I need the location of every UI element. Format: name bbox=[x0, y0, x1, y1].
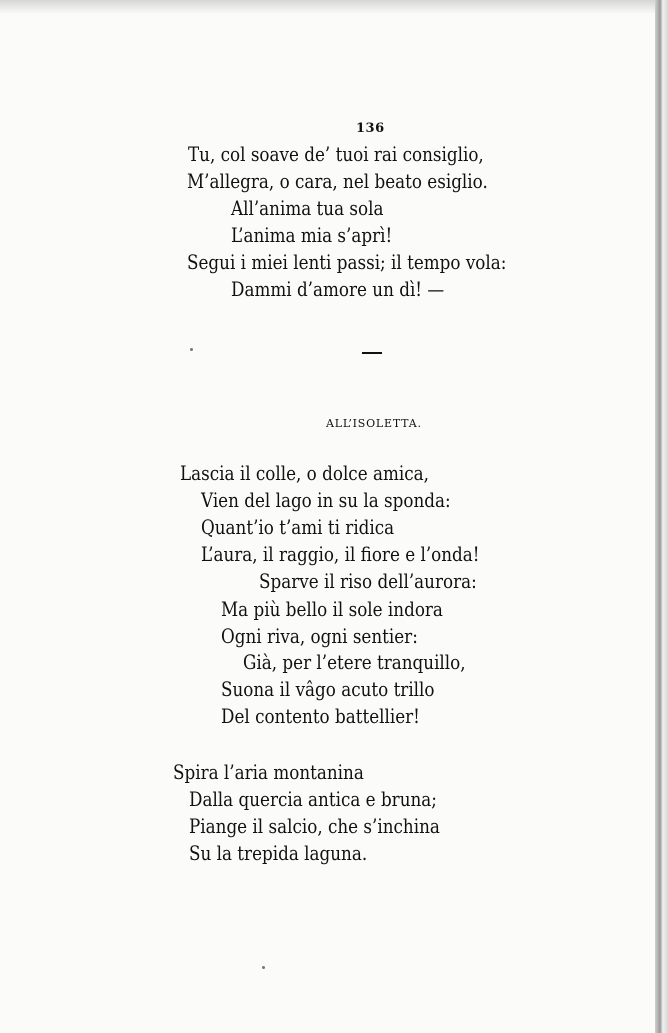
section-separator bbox=[362, 352, 382, 354]
stanza2-line-9: Suona il vâgo acuto trillo bbox=[221, 678, 435, 701]
stanza1-line-3: All’anima tua sola bbox=[231, 197, 384, 220]
poem-title: ALL’ISOLETTA. bbox=[326, 417, 422, 430]
page-number: 136 bbox=[356, 121, 385, 136]
stanza2-line-6: Ma più bello il sole indora bbox=[221, 598, 443, 621]
stanza3-line-3: Piange il salcio, che s’inchina bbox=[189, 815, 440, 838]
stanza2-line-7: Ogni riva, ogni sentier: bbox=[221, 625, 418, 648]
stanza2-line-5: Sparve il riso dell’aurora: bbox=[259, 570, 477, 593]
paper-speck bbox=[262, 966, 265, 969]
stanza2-line-2: Vien del lago in su la sponda: bbox=[201, 489, 451, 512]
stanza2-line-8: Già, per l’etere tranquillo, bbox=[243, 651, 466, 674]
page-top-shadow bbox=[0, 0, 655, 14]
stanza3-line-1: Spira l’aria montanina bbox=[173, 761, 364, 784]
stanza1-line-6: Dammi d’amore un dì! — bbox=[231, 278, 445, 301]
stanza3-line-2: Dalla quercia antica e bruna; bbox=[189, 788, 437, 811]
stanza1-line-2: M’allegra, o cara, nel beato esiglio. bbox=[187, 170, 488, 193]
stanza2-line-1: Lascia il colle, o dolce amica, bbox=[180, 462, 429, 485]
paper-speck bbox=[190, 348, 193, 351]
stanza2-line-4: L’aura, il raggio, il fiore e l’onda! bbox=[201, 543, 480, 566]
stanza3-line-4: Su la trepida laguna. bbox=[189, 842, 368, 865]
stanza2-line-10: Del contento battellier! bbox=[221, 705, 420, 728]
stanza2-line-3: Quant’io t’ami ti ridica bbox=[201, 516, 395, 539]
page-binding-edge bbox=[655, 0, 668, 1033]
stanza1-line-1: Tu, col soave de’ tuoi rai consiglio, bbox=[188, 143, 484, 166]
stanza1-line-5: Segui i miei lenti passi; il tempo vola: bbox=[187, 251, 507, 274]
stanza1-line-4: L’anima mia s’aprì! bbox=[231, 224, 393, 247]
